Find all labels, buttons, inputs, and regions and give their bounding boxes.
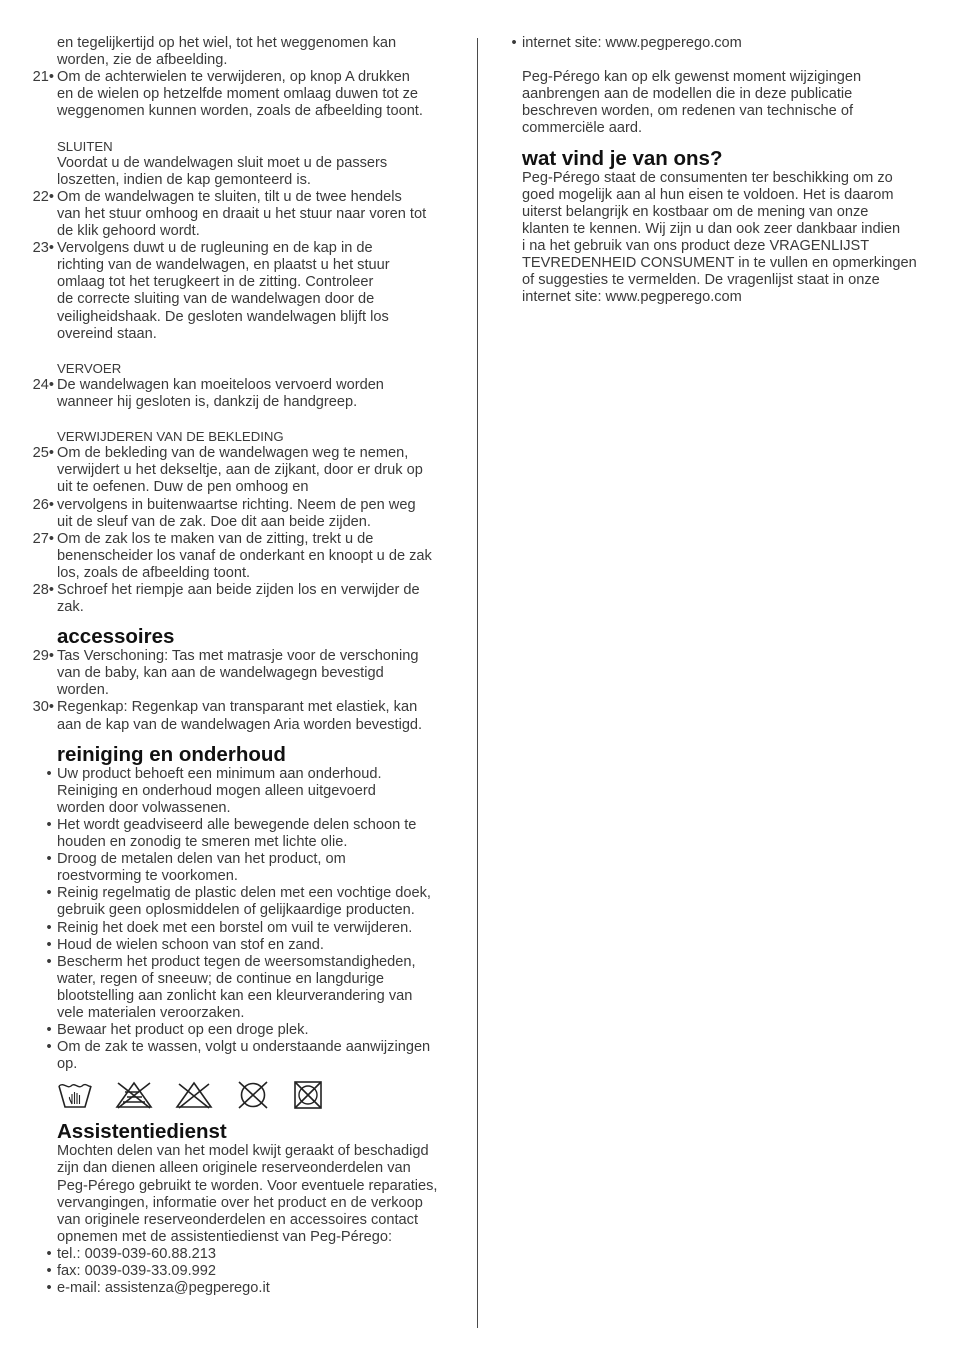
bullet: •	[46, 936, 52, 953]
bullet-line: • Droog de metalen delen van het product, om	[27, 851, 459, 868]
no-tumble-dry-icon	[293, 1080, 323, 1110]
text-line: goed mogelijk aan al hun eisen te voldoen. Het is daarom	[522, 186, 894, 203]
step-number: 26•	[32, 496, 54, 513]
step-21	[27, 69, 459, 120]
contact-phone: • tel.: 0039-039-60.88.213	[27, 1246, 459, 1263]
text-line: aanbrengen aan de modellen die in deze publicatie	[522, 86, 853, 103]
text-line: water, regen of sneeuw; de continue en langdurige	[57, 970, 384, 987]
text-line: loszetten, indien de kap gemonteerd is.	[57, 171, 311, 188]
no-iron-icon	[175, 1080, 213, 1110]
text-line: de correcte sluiting van de wandelwagen door de	[57, 291, 375, 308]
bullet: •	[46, 765, 52, 782]
text-line: 28• Schroef het riempje aan beide zijden los en verwijder de	[27, 582, 459, 599]
text-line: richting van de wandelwagen, en plaatst u het stuur	[57, 257, 390, 274]
step-number: 27•	[32, 530, 54, 547]
section-bekleding	[27, 428, 459, 616]
bullet: •	[46, 1039, 52, 1056]
step-number: 22•	[32, 188, 54, 205]
text-line: uiterst belangrijk en kostbaar om de mening van onze	[522, 203, 869, 220]
text-line: 29• Tas Verschoning: Tas met matrasje voor de verschoning	[27, 648, 459, 665]
bullet: •	[46, 1245, 52, 1262]
text-line: klanten te kennen. Wij zijn u dan ook zeer dankbaar indien	[522, 220, 901, 237]
section-sluiten	[27, 138, 459, 343]
bullet: •	[46, 919, 52, 936]
section-assistentie	[27, 1121, 459, 1297]
text-line: los, zoals de afbeelding toont.	[57, 564, 251, 581]
text-line: uit te oefenen. Duw de pen omhoog en	[57, 479, 309, 496]
step-27	[27, 531, 459, 582]
text-line: opnemen met de assistentiedienst van Peg-Pérego:	[57, 1228, 393, 1245]
text-line: en de wielen op hetzelfde moment omlaag duwen tot ze	[57, 86, 419, 103]
step-number: 25•	[32, 445, 54, 462]
disclaimer	[509, 69, 927, 137]
text-line: roestvorming te voorkomen.	[57, 868, 238, 885]
text-line: i na het gebruik van ons product deze VRAGENLIJST	[522, 237, 870, 254]
text-line: 24• De wandelwagen kan moeiteloos vervoerd worden	[27, 377, 459, 394]
text-line: 26• vervolgens in buitenwaartse richting. Neem de pen weg	[27, 497, 459, 514]
right-column	[509, 35, 927, 306]
bullet-line: • Reinig regelmatig de plastic delen met een vochtige doek,	[27, 885, 459, 902]
text-line: worden door volwassenen.	[57, 799, 231, 816]
text-line: worden, zie de afbeelding.	[57, 52, 228, 69]
section-title: Assistentiedienst	[57, 1120, 227, 1144]
left-column	[27, 35, 459, 1297]
section-vervoer	[27, 360, 459, 411]
bullet: •	[46, 816, 52, 833]
section-title: reiniging en onderhoud	[57, 742, 286, 766]
text-line: aan de kap van de wandelwagen Aria worden bevestigd.	[57, 716, 423, 733]
bullet-line: • Bewaar het product op een droge plek.	[27, 1022, 459, 1039]
text-line: uit de sleuf van de zak. Doe dit aan beide zijden.	[57, 513, 371, 530]
text-line: veiligheidshaak. De gesloten wandelwagen blijft los	[57, 308, 389, 325]
hand-wash-icon	[57, 1080, 93, 1110]
step-26	[27, 497, 459, 531]
text-line: de klik gehoord wordt.	[57, 223, 200, 240]
text-line: van de baby, kan aan de wandelwagegn bevestigd	[57, 665, 384, 682]
text-line: Peg-Pérego staat de consumenten ter beschikking om zo	[522, 169, 893, 186]
text-line: zijn dan dienen alleen originele reserveonderdelen van	[57, 1160, 411, 1177]
bullet: •	[46, 1022, 52, 1039]
section-heading: VERWIJDEREN VAN DE BEKLEDING	[57, 429, 284, 445]
text-line: en tegelijkertijd op het wiel, tot het weggenomen kan	[57, 35, 397, 51]
step-number: 24•	[32, 376, 54, 393]
step-number: 28•	[32, 582, 54, 598]
text-line: van originele reserveonderdelen en accessoires contact	[57, 1211, 419, 1228]
section-reiniging	[27, 744, 459, 1112]
step-30	[27, 699, 459, 733]
bullet-line: • Houd de wielen schoon van stof en zand.	[27, 937, 459, 954]
text-line: overeind staan.	[57, 325, 157, 342]
text-line: wanneer hij gesloten is, dankzij de handgreep.	[57, 393, 358, 410]
section-title: wat vind je van ons?	[522, 146, 723, 170]
text-line: zak.	[57, 599, 84, 616]
step-number: 21•	[32, 69, 54, 86]
step-28	[27, 582, 459, 616]
bullet: •	[511, 35, 517, 51]
text-line: beschreven worden, om redenen van technische of	[522, 103, 853, 120]
step-number: 30•	[32, 699, 54, 716]
text-line: verwijdert u het dekseltje, aan de zijkant, door er druk op	[57, 462, 423, 479]
text-line: vele materialen veroorzaken.	[57, 1004, 245, 1021]
step-number: 29•	[32, 648, 54, 665]
bullet-line: • Reinig het doek met een borstel om vuil te verwijderen.	[27, 920, 459, 937]
section-title: accessoires	[57, 625, 175, 649]
bullet: •	[46, 885, 52, 902]
section-accessoires	[27, 626, 459, 733]
text-line: internet site: www.pegperego.com	[522, 289, 742, 306]
text-line: worden.	[57, 682, 109, 699]
section-heading: VERVOER	[57, 360, 122, 376]
text-line: of suggesties te vermelden. De vragenlijst staat in onze	[522, 272, 880, 289]
care-icons	[27, 1079, 459, 1111]
text-line: houden en zonodig te smeren met lichte olie.	[57, 834, 348, 851]
text-line: van het stuur omhoog en draait u het stuur naar voren tot	[57, 205, 427, 222]
section-heading: SLUITEN	[57, 138, 113, 154]
text-line: benenscheider los vanaf de onderkant en knoopt u de zak	[57, 547, 432, 564]
step-number: 23•	[32, 240, 54, 257]
text-line: op.	[57, 1056, 78, 1073]
no-bleach-icon	[115, 1080, 153, 1110]
text-line: 21• Om de achterwielen te verwijderen, op knop A drukken	[27, 69, 459, 86]
bullet-line: • Bescherm het product tegen de weersomstandigheden,	[27, 954, 459, 971]
bullet: •	[46, 851, 52, 868]
contact-fax: • fax: 0039-039-33.09.992	[27, 1263, 459, 1280]
contact-email: • e-mail: assistenza@pegperego.it	[27, 1280, 459, 1297]
internet-site: • internet site: www.pegperego.com	[509, 35, 927, 52]
bullet: •	[46, 953, 52, 970]
text-line: Reiniging en onderhoud mogen alleen uitgevoerd	[57, 782, 376, 799]
step-22	[27, 189, 459, 240]
intro-text	[27, 35, 459, 69]
bullet: •	[46, 1280, 52, 1297]
text-line: TEVREDENHEID CONSUMENT in te vullen en opmerkingen	[522, 255, 917, 272]
text-line: weggenomen kunnen worden, zoals de afbeelding toont.	[57, 103, 423, 120]
text-line: Peg-Pérego kan op elk gewenst moment wijzigingen	[522, 69, 862, 86]
text-line: 27• Om de zak los te maken van de zitting, trekt u de	[27, 531, 459, 548]
bullet-line: • Het wordt geadviseerd alle bewegende delen schoon te	[27, 817, 459, 834]
text-line: 22• Om de wandelwagen te sluiten, tilt u de twee hendels	[27, 189, 459, 206]
bullet-line: • Uw product behoeft een minimum aan onderhoud.	[27, 766, 459, 783]
text-line: gebruik geen oplosmiddelen of gelijkaardige producten.	[57, 902, 415, 919]
step-23	[27, 240, 459, 343]
section-survey	[509, 148, 927, 307]
text-line: Voordat u de wandelwagen sluit moet u de passers	[57, 154, 388, 171]
step-25	[27, 445, 459, 496]
text-line: Mochten delen van het model kwijt geraakt of beschadigd	[57, 1143, 429, 1160]
text-line: blootstelling aan zonlicht kan een kleurverandering van	[57, 987, 413, 1004]
bullet-line: • Om de zak te wassen, volgt u onderstaande aanwijzingen	[27, 1039, 459, 1056]
text-line: 23• Vervolgens duwt u de rugleuning en de kap in de	[27, 240, 459, 257]
step-24	[27, 377, 459, 411]
column-divider	[477, 38, 478, 1328]
bullet: •	[46, 1263, 52, 1279]
text-line: vervangingen, informatie over het product en de verkoop	[57, 1194, 423, 1211]
no-dry-clean-icon	[235, 1080, 271, 1110]
text-line: Peg-Pérego gebruikt te worden. Voor eventuele reparaties,	[57, 1177, 438, 1194]
step-29	[27, 648, 459, 699]
text-line: 30• Regenkap: Regenkap van transparant met elastiek, kan	[27, 699, 459, 716]
text-line: 25• Om de bekleding van de wandelwagen weg te nemen,	[27, 445, 459, 462]
text-line: commerciële aard.	[522, 120, 643, 137]
text-line: omlaag tot het terugkeert in de zitting. Controleer	[57, 274, 374, 291]
